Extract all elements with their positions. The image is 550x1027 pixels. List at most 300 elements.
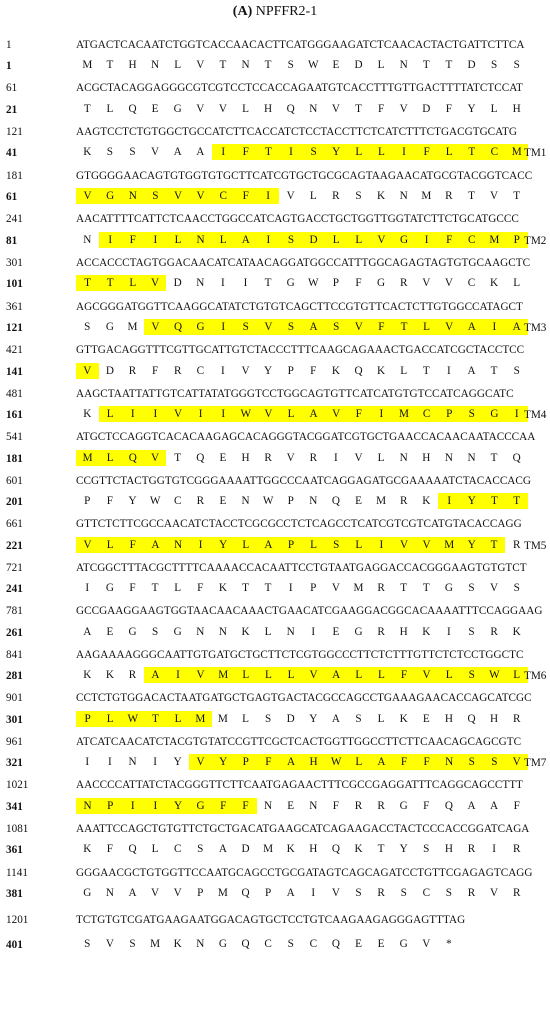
nucleotide-row [0, 167, 550, 185]
amino-acid-position: 141 [6, 366, 23, 378]
residue: I [370, 537, 393, 553]
residue: L [166, 711, 189, 727]
residue: V [370, 232, 393, 248]
residue: H [444, 713, 453, 725]
residue: I [85, 756, 90, 768]
residue: I [415, 232, 438, 248]
residue: S [151, 626, 159, 638]
amino-acid-position: 381 [6, 888, 23, 900]
residue: R [490, 626, 498, 638]
residue: Y [460, 537, 483, 553]
residue: M [353, 582, 364, 594]
residue: G [286, 277, 295, 289]
residue: F [151, 365, 159, 377]
residue: G [399, 800, 408, 812]
residue: N [309, 103, 318, 115]
residue: V [189, 188, 212, 204]
amino-acid-position: 361 [6, 844, 23, 856]
residue: L [151, 843, 159, 855]
amino-acid-position: 261 [6, 627, 23, 639]
transmembrane-label: TM2 [524, 235, 547, 247]
nucleotide-sequence: CCGTTCTACTGGTGTCGGGAAAATTGGCCCAATCAGGAGATGCGAAAAATCTACACCACG [76, 475, 531, 487]
residue: H [512, 103, 521, 115]
residue: D [422, 103, 431, 115]
residue: N [121, 188, 144, 204]
residue: L [438, 144, 461, 160]
residue: I [392, 144, 415, 160]
residue: A [325, 667, 348, 683]
residue: L [438, 667, 461, 683]
residue: Q [241, 938, 250, 950]
residue: K [83, 146, 92, 158]
residue: T [460, 144, 483, 160]
residue: I [144, 232, 167, 248]
residue: P [234, 754, 257, 770]
residue: P [84, 495, 91, 507]
residue: A [302, 319, 325, 335]
nucleotide-row [0, 341, 550, 359]
nucleotide-row [0, 254, 550, 272]
residue: K [354, 843, 363, 855]
residue: K [490, 277, 499, 289]
residue: I [257, 188, 280, 204]
residue: S [513, 582, 520, 594]
residue: S [287, 59, 294, 71]
amino-acid-row [0, 188, 550, 206]
residue: I [438, 493, 461, 509]
residue: Y [128, 495, 137, 507]
residue: N [444, 452, 453, 464]
residue: L [505, 667, 528, 683]
residue: H [302, 754, 325, 770]
residue: S [468, 582, 475, 594]
residue: F [234, 144, 257, 160]
residue: N [189, 232, 212, 248]
residue: L [99, 711, 122, 727]
nucleotide-position: 361 [6, 301, 23, 313]
residue: N [151, 59, 160, 71]
residue: K [105, 669, 114, 681]
residue: E [219, 452, 227, 464]
residue: S [279, 319, 302, 335]
nucleotide-sequence: AGCGGGATGGTTCAAGGCATATCTGTGTCAGCTTCCGTGTTCACTCTTGTGGCCATAGCT [76, 301, 523, 313]
nucleotide-row [0, 820, 550, 838]
residue: S [302, 144, 325, 160]
residue: T [264, 582, 272, 594]
nucleotide-row [0, 472, 550, 490]
transmembrane-label: TM4 [524, 409, 547, 421]
residue: S [490, 59, 498, 71]
nucleotide-position: 241 [6, 213, 23, 225]
residue: L [347, 537, 370, 553]
residue: P [332, 277, 339, 289]
amino-acid-position: 201 [6, 496, 23, 508]
residue: R [377, 887, 385, 899]
amino-acid-position: 121 [6, 322, 23, 334]
residue: N [399, 452, 408, 464]
residue: G [189, 319, 212, 335]
residue: L [234, 667, 257, 683]
residue: F [370, 319, 393, 335]
residue: W [262, 495, 274, 507]
residue: Y [309, 713, 318, 725]
residue: R [377, 582, 385, 594]
residue: T [151, 582, 159, 594]
residue: T [483, 537, 506, 553]
residue: F [310, 365, 317, 377]
residue: H [128, 59, 137, 71]
residue: Y [467, 103, 476, 115]
residue: R [512, 713, 521, 725]
residue: Q [166, 319, 189, 335]
amino-acid-row [0, 754, 550, 772]
residue: V [422, 277, 431, 289]
residue: E [151, 103, 159, 115]
amino-acid-row [0, 711, 550, 729]
residue: T [264, 59, 272, 71]
residue: V [438, 319, 461, 335]
residue: Q [444, 800, 453, 812]
residue: E [377, 938, 385, 950]
amino-acid-row [0, 537, 550, 555]
residue: W [325, 754, 348, 770]
residue: Y [325, 144, 348, 160]
residue: D [173, 277, 182, 289]
nucleotide-row [0, 646, 550, 664]
residue: F [423, 800, 430, 812]
amino-acid-row [0, 624, 550, 642]
residue: N [105, 887, 114, 899]
transmembrane-label: TM6 [524, 670, 547, 682]
residue: A [173, 146, 182, 158]
residue: S [106, 146, 113, 158]
residue: N [264, 800, 273, 812]
residue: Q [512, 452, 521, 464]
residue: L [121, 275, 144, 291]
residue: H [422, 452, 431, 464]
amino-acid-position: 401 [6, 939, 23, 951]
residue: A [144, 537, 167, 553]
residue: L [370, 667, 393, 683]
residue: T [76, 275, 99, 291]
residue: M [505, 144, 528, 160]
residue: V [302, 667, 325, 683]
residue: K [377, 190, 386, 202]
residue: V [76, 363, 99, 379]
residue: R [128, 365, 137, 377]
residue: G [189, 798, 212, 814]
transmembrane-label: TM5 [524, 540, 547, 552]
residue: T [174, 452, 182, 464]
nucleotide-position: 301 [6, 257, 23, 269]
residue: A [302, 406, 325, 422]
residue: G [105, 321, 114, 333]
residue: R [445, 190, 453, 202]
residue: L [279, 406, 302, 422]
residue: K [83, 408, 92, 420]
nucleotide-row [0, 559, 550, 577]
residue: A [460, 319, 483, 335]
amino-acid-position: 241 [6, 583, 23, 595]
residue: M [217, 713, 228, 725]
residue: C [415, 406, 438, 422]
residue: I [85, 582, 90, 594]
residue: C [467, 277, 476, 289]
residue: I [483, 319, 506, 335]
residue: H [444, 843, 453, 855]
residue: D [286, 713, 295, 725]
residue: Q [286, 103, 295, 115]
residue: D [354, 59, 363, 71]
residue: Y [264, 365, 273, 377]
residue: V [151, 887, 160, 899]
amino-acid-row [0, 885, 550, 903]
residue: Q [241, 887, 250, 899]
nucleotide-sequence: AAGTCCTCTGTGGCTGCCATCTTCACCATCTCCTACCTTCTCATCTTTCTGACGTGCATG [76, 126, 517, 138]
residue: F [106, 843, 113, 855]
residue: V [218, 103, 227, 115]
residue: N [241, 59, 250, 71]
residue: F [415, 144, 438, 160]
amino-acid-row [0, 841, 550, 859]
residue: V [505, 754, 528, 770]
nucleotide-sequence: AAATTCCAGCTGTGTTCTGCTGACATGAAGCATCAGAAGACCTACTCCCACCGGATCAGA [76, 823, 530, 835]
amino-acid-position: 341 [6, 801, 23, 813]
residue: T [83, 103, 91, 115]
residue: E [106, 626, 114, 638]
nucleotide-position: 721 [6, 562, 23, 574]
residue: R [467, 887, 476, 899]
residue: I [243, 277, 248, 289]
residue: A [279, 754, 302, 770]
residue: Q [331, 938, 340, 950]
nucleotide-sequence: TCTGTGTCGATGAAGAATGGACAGTGCTCCTGTCAAGAAGAGGGAGTTTAG [76, 914, 466, 926]
residue: V [196, 59, 205, 71]
residue: S [445, 887, 452, 899]
nucleotide-position: 841 [6, 649, 23, 661]
residue: K [218, 582, 227, 594]
residue: S [423, 843, 430, 855]
residue: S [355, 190, 362, 202]
residue: R [354, 800, 363, 812]
amino-acid-position: 281 [6, 670, 23, 682]
residue: V [490, 190, 499, 202]
transmembrane-label: TM1 [524, 147, 547, 159]
residue: V [241, 365, 250, 377]
residue: Q [128, 843, 137, 855]
residue: S [197, 843, 204, 855]
nucleotide-sequence: ACCACCCTAGTGGACAACATCATAACAGGATGGCCATTTGGCAGAGTAGTGTGCAAGCTC [76, 257, 531, 269]
residue: S [355, 713, 362, 725]
residue: P [438, 406, 461, 422]
residue: R [377, 800, 385, 812]
residue: S [460, 406, 483, 422]
residue: M [483, 232, 506, 248]
residue: F [234, 188, 257, 204]
residue: W [308, 277, 319, 289]
amino-acid-row [0, 406, 550, 424]
residue: I [492, 843, 496, 855]
residue: T [400, 582, 408, 594]
nucleotide-sequence: GTTGACAGGTTTCGTTGCATTGTCTACCCTTTCAAGCAGAAACTGACCATCGCTACCTCC [76, 344, 525, 356]
residue: I [144, 798, 167, 814]
residue: V [144, 450, 167, 466]
residue: L [99, 450, 122, 466]
residue: G [392, 232, 415, 248]
residue: T [490, 452, 498, 464]
gene-name: NPFFR2-1 [255, 4, 318, 19]
residue: G [399, 938, 408, 950]
residue: I [447, 365, 451, 377]
residue: V [189, 667, 212, 683]
residue: S [234, 319, 257, 335]
residue: L [490, 103, 498, 115]
residue: E [355, 495, 362, 507]
residue: K [173, 938, 182, 950]
residue: K [512, 626, 521, 638]
nucleotide-sequence: ATCATCAACATCTACGTGTATCCGTTCGCTCACTGGTTGGCCTTCTTCAACAGCAGCGTC [76, 736, 522, 748]
amino-acid-row [0, 144, 550, 162]
residue: I [505, 406, 528, 422]
residue: I [370, 406, 393, 422]
residue: T [490, 365, 498, 377]
residue: V [166, 406, 189, 422]
residue: L [347, 232, 370, 248]
amino-acid-position: 61 [6, 191, 18, 203]
residue: R [264, 452, 272, 464]
residue: I [221, 277, 225, 289]
nucleotide-row [0, 733, 550, 751]
residue: F [513, 800, 520, 812]
residue: S [468, 626, 475, 638]
residue: F [377, 103, 385, 115]
residue: D [302, 232, 325, 248]
residue: G [444, 582, 453, 594]
residue: F [129, 582, 136, 594]
residue: T [257, 144, 280, 160]
residue: T [377, 843, 385, 855]
residue: F [332, 800, 339, 812]
residue: R [128, 669, 137, 681]
nucleotide-row [0, 428, 550, 446]
residue: T [513, 190, 521, 202]
residue: F [212, 798, 235, 814]
residue: L [513, 277, 521, 289]
residue: I [189, 406, 212, 422]
residue: L [242, 103, 249, 115]
residue: N [309, 800, 318, 812]
nucleotide-sequence: CCTCTGTGGACACTAATGATGCTGAGTGACTACGCCAGCCTGAAAGAACACCAGCATCGC [76, 692, 532, 704]
residue: L [234, 537, 257, 553]
residue: T [355, 103, 362, 115]
residue: N [83, 234, 92, 246]
residue: S [84, 938, 91, 950]
nucleotide-row [0, 602, 550, 620]
residue: V [257, 406, 280, 422]
residue: A [370, 754, 393, 770]
residue: M [212, 667, 235, 683]
residue: V [392, 537, 415, 553]
residue: Q [331, 843, 340, 855]
residue: L [106, 103, 114, 115]
residue: P [99, 798, 122, 814]
residue: F [355, 277, 362, 289]
residue: E [332, 626, 340, 638]
nucleotide-position: 1 [6, 39, 12, 51]
amino-acid-row [0, 450, 550, 468]
residue: V [490, 582, 499, 594]
residue: A [83, 626, 92, 638]
residue: S [129, 938, 136, 950]
residue: K [286, 843, 295, 855]
residue: I [212, 406, 235, 422]
residue: L [174, 582, 182, 594]
residue: M [150, 938, 161, 950]
residue: C [173, 843, 182, 855]
residue: V [166, 188, 189, 204]
residue: Q [196, 452, 205, 464]
residue: I [121, 798, 144, 814]
residue: M [438, 537, 461, 553]
residue: N [196, 938, 205, 950]
residue: P [310, 582, 317, 594]
residue: L [174, 59, 182, 71]
residue: R [332, 190, 340, 202]
residue: Y [460, 493, 483, 509]
residue: V [331, 582, 340, 594]
residue: I [166, 667, 189, 683]
residue: I [447, 626, 451, 638]
nucleotide-sequence: AACCCCATTATCTACGGGTTCTTCAATGAGAACTTTCGCCGAGGATTTCAGGCAGCCTTT [76, 779, 523, 791]
residue: R [467, 843, 476, 855]
residue: L [415, 319, 438, 335]
residue: I [212, 144, 235, 160]
residue: T [264, 277, 272, 289]
residue: G [218, 938, 227, 950]
nucleotide-position: 421 [6, 344, 23, 356]
residue: Q [121, 450, 144, 466]
residue: N [241, 495, 250, 507]
residue: F [106, 495, 113, 507]
residue: W [234, 406, 257, 422]
residue: P [287, 365, 294, 377]
residue: E [422, 713, 430, 725]
residue: F [392, 754, 415, 770]
residue: S [355, 887, 362, 899]
residue: S [460, 667, 483, 683]
residue: S [400, 887, 407, 899]
residue: C [483, 144, 506, 160]
residue: F [121, 537, 144, 553]
residue: V [105, 938, 114, 950]
residue: A [128, 887, 137, 899]
residue: A [196, 146, 205, 158]
residue: V [144, 275, 167, 291]
residue: L [264, 626, 272, 638]
residue: Q [467, 713, 476, 725]
amino-acid-position: 21 [6, 104, 18, 116]
residue: V [286, 452, 295, 464]
residue: Y [399, 843, 408, 855]
residue: F [197, 582, 204, 594]
residue: I [279, 144, 302, 160]
amino-acid-row [0, 57, 550, 75]
residue: V [196, 103, 205, 115]
nucleotide-position: 601 [6, 475, 23, 487]
residue: L [309, 190, 317, 202]
residue: A [286, 887, 295, 899]
residue: P [287, 495, 294, 507]
